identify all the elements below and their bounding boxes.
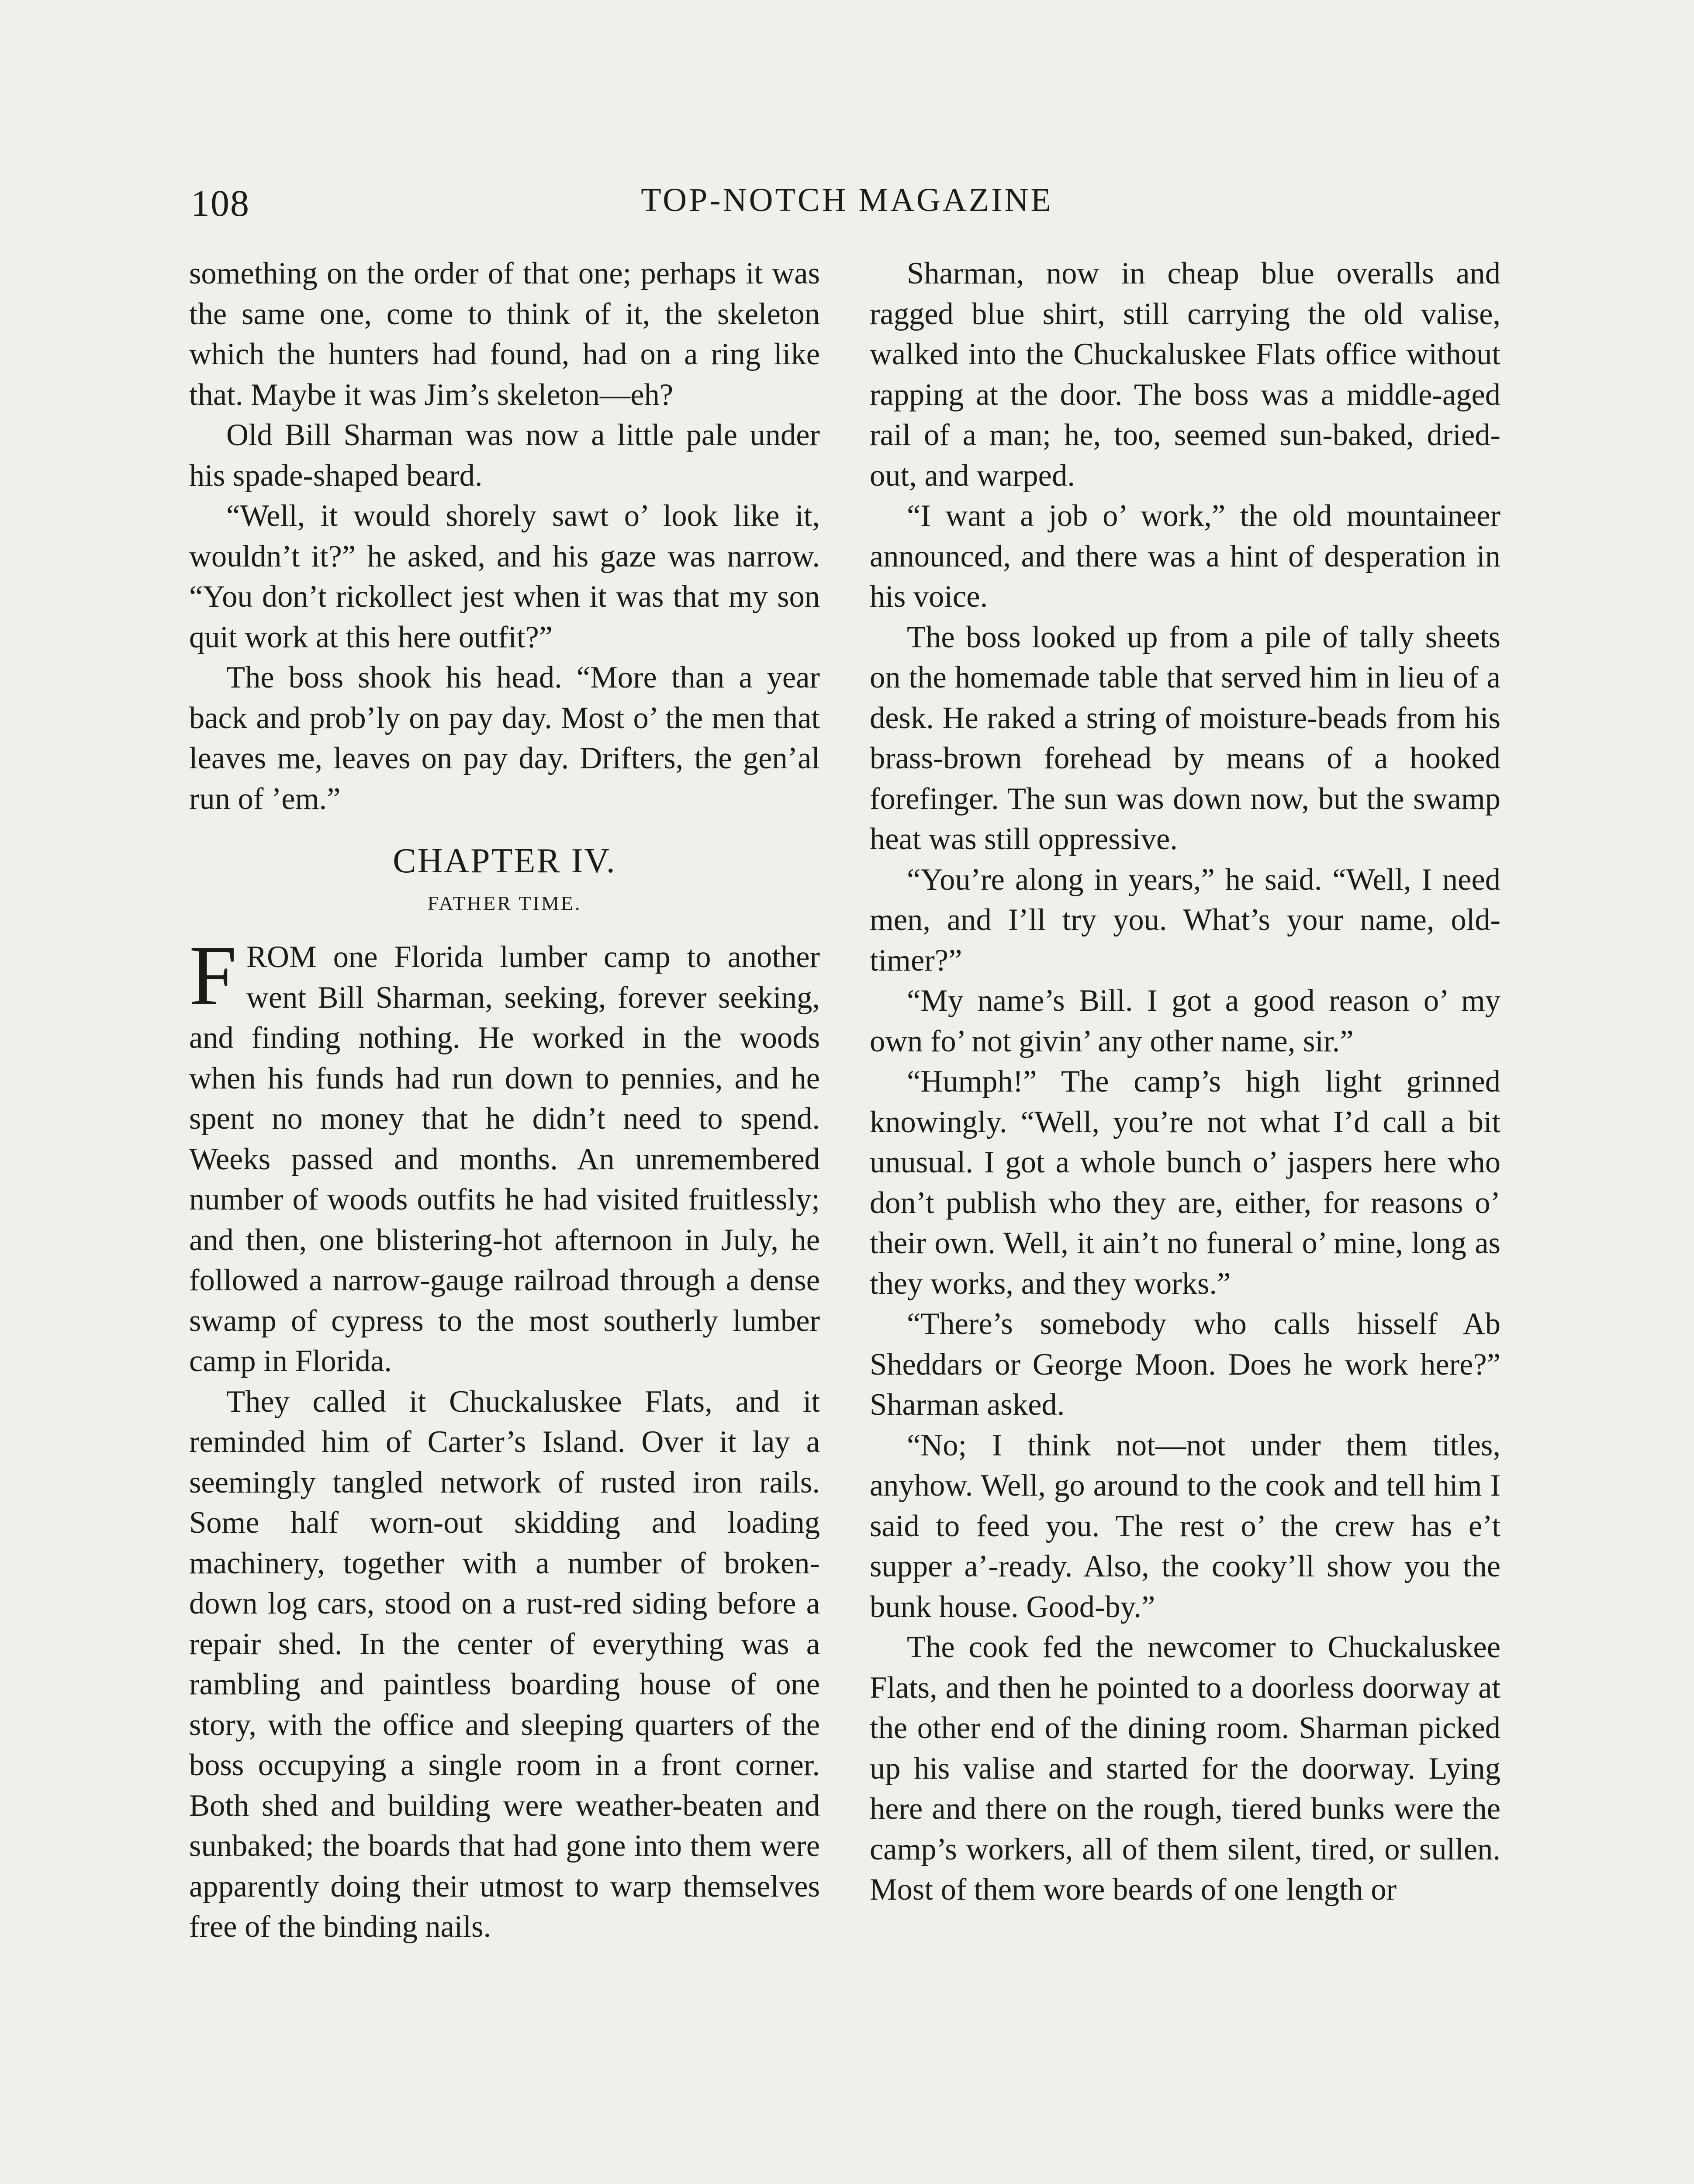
chapter-opening-paragraph (189, 928, 820, 1382)
running-title: TOP-NOTCH MAGAZINE (641, 182, 1053, 218)
paragraph: The boss shook his head. “More than a year back and prob’ly on pay day. Most o’ the men that leaves me, leaves on pay day. Drifters, the gen’al run of ’em.” (189, 660, 820, 816)
right-column (870, 253, 1500, 1910)
paragraph: “There’s somebody who calls hisself Ab Sheddars or George Moon. Does he work here?” Sharman asked. (870, 1307, 1500, 1422)
paragraph: They called it Chuckaluskee Flats, and it reminded him of Carter’s Island. Over it lay a seemingly tangled network of rusted iron rails. Some half worn-out skidding and loading machinery, together with a number of broken-down log cars, stood on a rust-red siding before a repair shed. In the center of everything was a rambling and paintless boarding house of one story, with the office and sleeping quarters of the boss occupying a single room in a front corner. Both shed and building were weather-beaten and sunbaked; the boards that had gone into them were apparently doing their utmost to warp themselves free of the binding nails. (189, 1384, 820, 1944)
paragraph: “My name’s Bill. I got a good reason o’ my own fo’ not givin’ any other name, sir.” (870, 984, 1500, 1058)
left-column (189, 253, 820, 1947)
paragraph: Old Bill Sharman was now a little pale under his spade-shaped beard. (189, 418, 820, 493)
chapter-title: CHAPTER IV. (393, 842, 616, 880)
chapter-subtitle: FATHER TIME. (427, 892, 582, 914)
paragraph: The cook fed the newcomer to Chuckaluskee Flats, and then he pointed to a doorless doorway at the other end of the dining room. Sharman picked up his valise and started for the doorway. Lying here and there on the rough, tiered bunks were the camp’s workers, all of them silent, tired, or sullen. Most of them wore beards of one length or (870, 1630, 1500, 1907)
paragraph: The boss looked up from a pile of tally sheets on the homemade table that served him in lieu of a desk. He raked a string of moisture-beads from his brass-brown forehead by means of a hooked forefinger. The sun was down now, but the swamp heat was still oppressive. (870, 620, 1500, 856)
paragraph: “Well, it would shorely sawt o’ look like it, wouldn’t it?” he asked, and his gaze was narrow. “You don’t rickollect jest when it was that my son quit work at this here outfit?” (189, 499, 820, 654)
drop-cap: F (189, 928, 237, 1023)
page-number: 108 (191, 182, 250, 224)
paragraph: Sharman, now in cheap blue overalls and ragged blue shirt, still carrying the old valise, walked into the Chuckaluskee Flats office without rapping at the door. The boss was a middle-aged rail of a man; he, too, seemed sun-baked, dried-out, and warped. (870, 256, 1500, 493)
paragraph: “You’re along in years,” he said. “Well, I need men, and I’ll try you. What’s your name, old-timer?” (870, 862, 1500, 978)
paragraph: “No; I think not—not under them titles, anyhow. Well, go around to the cook and tell him I said to feed you. The rest o’ the crew has e’t supper a’-ready. Also, the cooky’ll show you the bunk house. Good-by.” (870, 1428, 1500, 1624)
paragraph: “Humph!” The camp’s high light grinned knowingly. “Well, you’re not what I’d call a bit unusual. I got a whole bunch o’ jaspers here who don’t publish who they are, either, for reasons o’ their own. Well, it ain’t no funeral o’ mine, long as they works, and they works.” (870, 1064, 1500, 1301)
paragraph: “I want a job o’ work,” the old mountaineer announced, and there was a hint of desperation in his voice. (870, 499, 1500, 614)
paragraph: something on the order of that one; perhaps it was the same one, come to think of it, the skeleton which the hunters had found, had on a ring like that. Maybe it was Jim’s skeleton—eh? (189, 256, 820, 412)
paragraph-text: ROM one Florida lumber camp to another went Bill Sharman, seeking, forever seeking, and finding nothing. He worked in the woods when his funds had run down to pennies, and he spent no money that he didn’t need to spend. Weeks passed and months. An unremembered number of woods outfits he had visited fruitlessly; and then, one blistering-hot afternoon in July, he followed a narrow-gauge railroad through a dense swamp of cypress to the most southerly lumber camp in Florida. (189, 940, 820, 1378)
